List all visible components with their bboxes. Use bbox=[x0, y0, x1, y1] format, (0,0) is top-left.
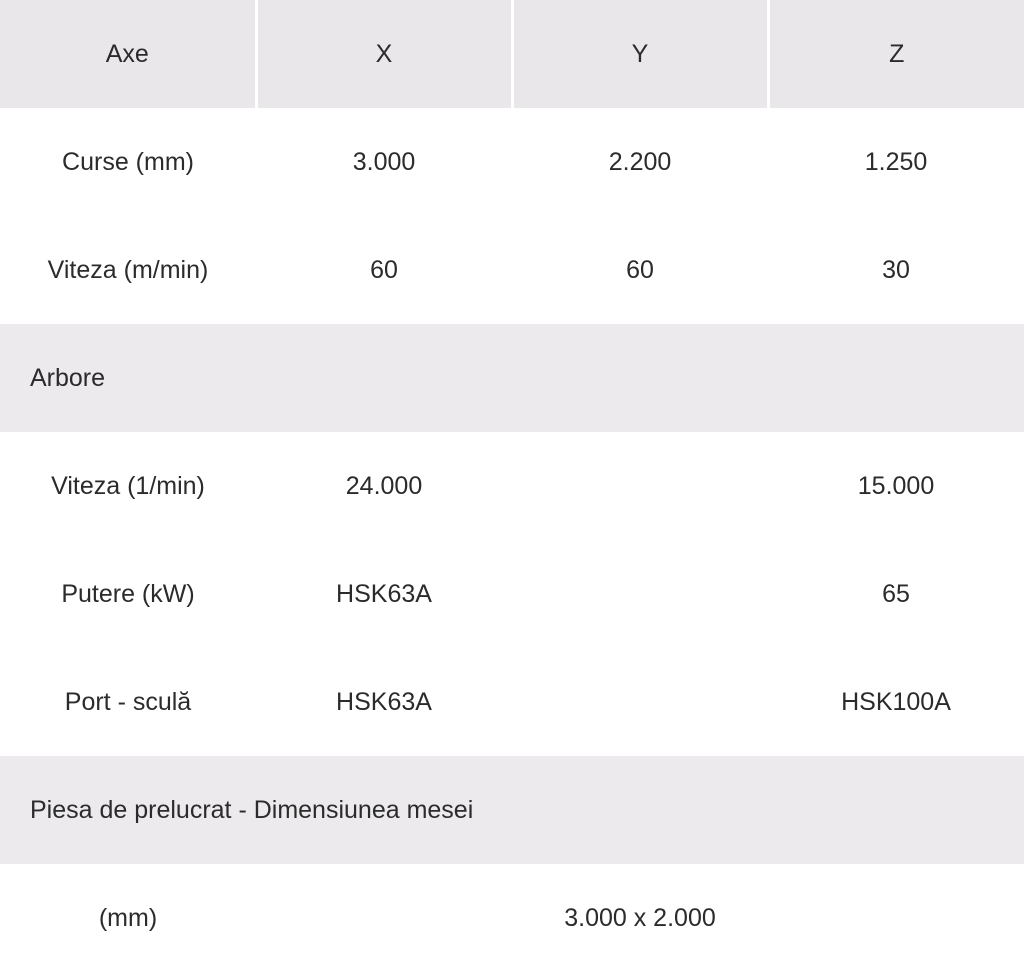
cell-z: 15.000 bbox=[768, 432, 1024, 540]
cell-x: 24.000 bbox=[256, 432, 512, 540]
table-row bbox=[0, 648, 1024, 756]
cell-z: 65 bbox=[768, 540, 1024, 648]
row-label: Port - sculă bbox=[0, 648, 256, 756]
header-cell-y: Y bbox=[512, 0, 768, 108]
table-row bbox=[0, 864, 1024, 972]
section-title: Piesa de prelucrat - Dimensiunea mesei bbox=[0, 756, 1024, 864]
row-label: Putere (kW) bbox=[0, 540, 256, 648]
table-row bbox=[0, 432, 1024, 540]
cell-z: HSK100A bbox=[768, 648, 1024, 756]
section-header-spindle bbox=[0, 324, 1024, 432]
cell-y bbox=[512, 432, 768, 540]
cell-y: 60 bbox=[512, 216, 768, 324]
table-row bbox=[0, 108, 1024, 216]
cell-z: 30 bbox=[768, 216, 1024, 324]
table-row bbox=[0, 540, 1024, 648]
cell-y bbox=[512, 648, 768, 756]
row-label: Curse (mm) bbox=[0, 108, 256, 216]
table-header-row bbox=[0, 0, 1024, 108]
header-cell-z: Z bbox=[768, 0, 1024, 108]
section-title: Arbore bbox=[0, 324, 1024, 432]
section-header-workpiece bbox=[0, 756, 1024, 864]
cell-y: 2.200 bbox=[512, 108, 768, 216]
table-row bbox=[0, 216, 1024, 324]
row-label: Viteza (m/min) bbox=[0, 216, 256, 324]
header-cell-x: X bbox=[256, 0, 512, 108]
cell-x: HSK63A bbox=[256, 648, 512, 756]
cell-x: 60 bbox=[256, 216, 512, 324]
cell-x: HSK63A bbox=[256, 540, 512, 648]
cell-y bbox=[512, 540, 768, 648]
cell-table-size: 3.000 x 2.000 bbox=[256, 864, 1024, 972]
row-label: (mm) bbox=[0, 864, 256, 972]
cell-z: 1.250 bbox=[768, 108, 1024, 216]
row-label: Viteza (1/min) bbox=[0, 432, 256, 540]
header-cell-axis: Axe bbox=[0, 0, 256, 108]
cell-x: 3.000 bbox=[256, 108, 512, 216]
